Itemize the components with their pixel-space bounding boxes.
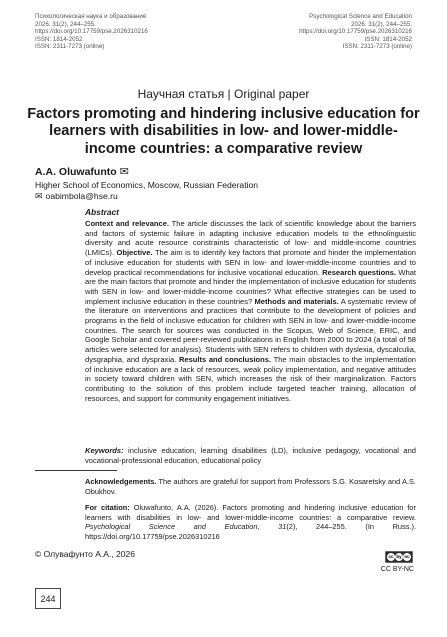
acknowledgements-label: Acknowledgements. (85, 477, 157, 486)
nc-icon: nc (403, 553, 411, 561)
results-label: Results and conclusions. (178, 354, 272, 364)
author (35, 165, 129, 178)
citation-text: Oluwafunto, A.A. (2026). Factors promoting and hindering inclusive education for learners with disabilities in low- and lower-middle-income countries: a comparative review. (85, 503, 417, 522)
header-line: ISSN: 2311-7273 (online) (342, 43, 412, 51)
methods-label: Methods and materials. (254, 296, 339, 306)
journal-header-english (299, 13, 412, 51)
page-number: 244 (35, 588, 61, 609)
abstract-heading: Abstract (85, 207, 119, 217)
citation-journal: Psychological Science and Education (85, 522, 258, 532)
cc-icon: cc (387, 553, 395, 561)
copyright: © Олувафунто А.А., 2026 (35, 549, 135, 559)
abstract-body (85, 219, 416, 403)
header-line: ISSN: 2311-7273 (online) (35, 43, 105, 51)
author-affiliation: Higher School of Economics, Moscow, Russian Federation (35, 180, 259, 190)
header-line: ISSN: 1814-2052 (35, 35, 83, 43)
header-line: 2026. 31(2), 244–255. (35, 20, 96, 28)
by-icon: by (395, 553, 403, 561)
results-text: The main obstacles to the implementation of inclusive education are a lack of resources, weak policy implementation, and negative attitudes in society toward children with SEN, which increases the risk of their marginalization. Factors contributing to the solution of this problem include targeted teacher training, allocation of resources, and support for community engagement initiatives. (85, 354, 417, 403)
header-line: ISSN: 1814-2052 (364, 35, 412, 43)
author-name: A.A. Oluwafunto (35, 166, 117, 178)
citation-label: For citation: (85, 503, 130, 512)
article-type: Научная статья | Original paper (137, 87, 310, 101)
email-address[interactable]: oabimbola@hse.ru (45, 191, 118, 201)
citation (85, 503, 416, 541)
license-label: CC BY-NC (380, 566, 414, 573)
header-line: Психологическая наука и образование (35, 13, 147, 20)
author-email[interactable] (35, 191, 118, 202)
footnote-divider (35, 470, 117, 471)
envelope-icon[interactable]: ✉ (119, 166, 129, 178)
header-line: 2026. 31(2), 244–255. (351, 20, 412, 28)
envelope-icon: ✉ (35, 191, 43, 201)
objective-text: The aim is to identify key factors that promote and hinder the implementation of inclusive education for students with SEN in low- and lower-middle-income countries and to develop practical recommendations for inclusive vocational education. (85, 248, 416, 277)
context-label: Context and relevance. (85, 219, 170, 228)
keywords-label: Keywords: (85, 446, 124, 455)
citation-text[interactable]: (2), 244–255. (In Russ.). https://doi.org/10.17759/pse.2026310216 (85, 522, 416, 541)
header-line[interactable]: https://doi.org/10.17759/pse.2026310216 (299, 28, 412, 36)
header-line: Psychological Science and Education (309, 13, 412, 20)
keywords-text: inclusive education, learning disabilities (LD), inclusive pedagogy, vocational and vocational-professional education, educational policy (85, 446, 416, 465)
article-title: Factors promoting and hindering inclusive education for learners with disabilities in low- and lower-middle-income countries: a comparative review (27, 106, 420, 157)
cc-license-badge[interactable] (385, 551, 413, 563)
citation-volume: 31 (278, 522, 287, 532)
acknowledgements (85, 477, 416, 496)
questions-text: What are the main factors that promote and hinder the implementation of inclusive education for students with SEN in low- and lower-middle-income countries? What effective strategies can be used to implement inclusive education in these countries? (85, 267, 416, 306)
journal-header-russian (35, 13, 148, 51)
context-text: The article discusses the lack of scientific knowledge about the barriers and factors of systemic failure in adapting inclusive education models to the ethnolinguistic diversity and acute resource constraints characteristic of low- and middle-income countries (LMICs). (85, 219, 416, 258)
questions-label: Research questions. (322, 267, 397, 277)
methods-text: A systematic review of the literature on interventions and practices that contribute to the development of policies and programs in the field of inclusive education for children with SEN in low- and lower-middle-income countries. The search for sources was conducted in the Scopus, Web of Science, ERIC, and Google Scholar and covered peer-reviewed publications in English from 2000 to 2024 (a total of 58 articles were selected for analysis). Students with SEN refers to children with dyslexia, dyscalculia, dysgraphia, and dyspraxia. (85, 296, 416, 364)
header-line[interactable]: https://doi.org/10.17759/pse.2026310216 (35, 28, 148, 36)
keywords (85, 446, 416, 465)
acknowledgements-text: The authors are grateful for support from Professors S.G. Kosaretsky and A.S. Obukhov. (85, 477, 416, 496)
citation-text: , (257, 522, 279, 532)
objective-label: Objective. (116, 248, 153, 258)
